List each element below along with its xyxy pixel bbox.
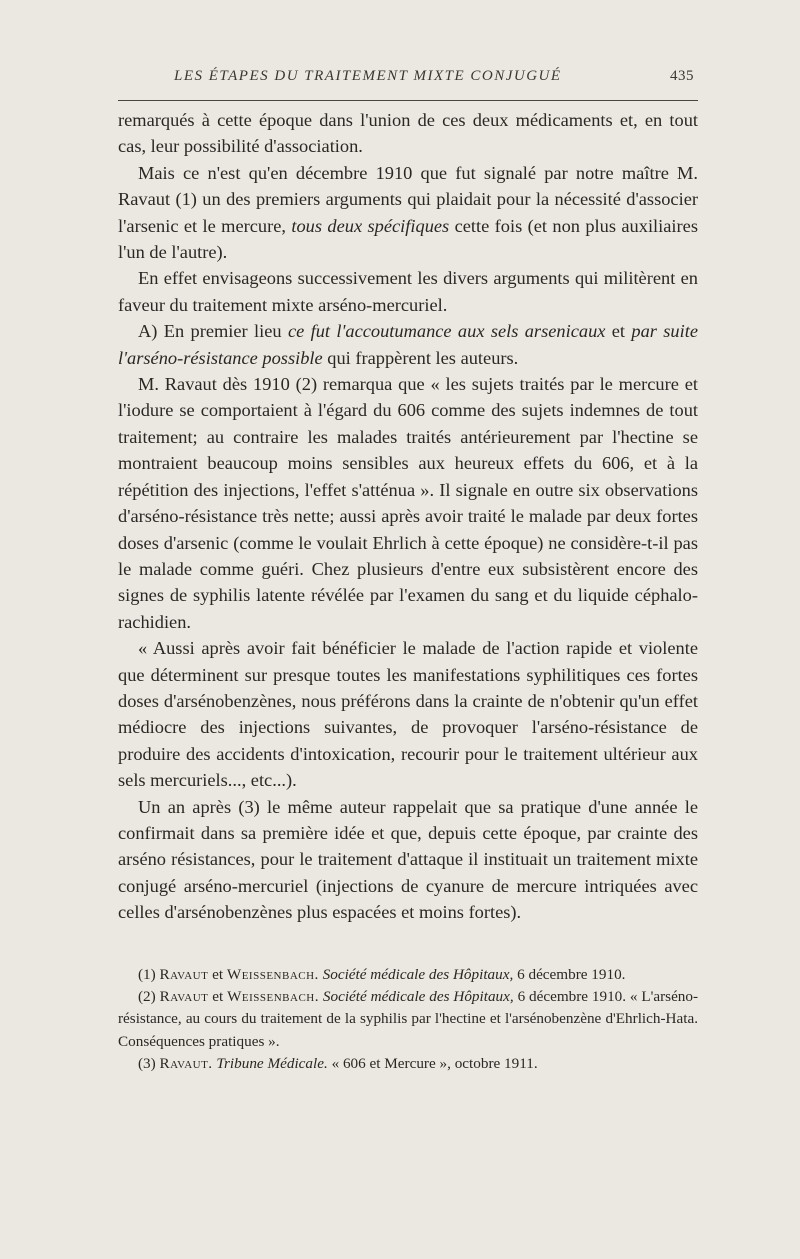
- paragraph-2-text-a: Mais ce n'est qu'en décembre 1910 que fut signalé par notre maître M. Ravaut (1) un des premiers arguments qui plaidait pour la nécessité d'associer l'arsenic et le mercure,: [118, 162, 698, 236]
- paragraph-2-emphasis: tous deux spécifiques: [291, 215, 450, 236]
- footnote-2-number: (2): [138, 988, 156, 1005]
- paragraph-4-text-b: et: [605, 321, 632, 342]
- footnote-3-journal: Tribune Médicale.: [216, 1055, 328, 1073]
- paragraph-1: remarqués à cette époque dans l'union de ces deux médicaments et, en tout cas, leur possibilité d'association.: [118, 110, 698, 157]
- paragraph-2: [118, 160, 698, 266]
- paragraph-3: En effet envisageons successivement les divers arguments qui militèrent en faveur du traitement mixte arséno-mercuriel.: [118, 268, 698, 315]
- footnote-3-number: (3): [138, 1055, 156, 1073]
- running-title: LES ÉTAPES DU TRAITEMENT MIXTE CONJUGUÉ: [174, 68, 562, 84]
- footnote-1-author-1: Ravaut: [159, 965, 209, 983]
- footnote-1: [118, 964, 698, 986]
- paragraph-4-emphasis-1: ce fut l'accoutumance aux sels arsenicaux: [287, 321, 606, 342]
- footnotes: [118, 964, 698, 1076]
- footnote-2-et: et: [212, 988, 224, 1005]
- footnote-1-number: (1): [138, 965, 156, 983]
- running-header: [118, 68, 698, 92]
- footnote-2-rest: 6 décembre 1910. « L'arséno-résistance, au cours du traitement de la syphilis par l'hectine et l'arsénobenzène d'Ehrlich-Hata. Conséquences pratiques ».: [118, 988, 699, 1050]
- footnote-1-journal: Société médicale des Hôpitaux,: [322, 965, 514, 983]
- page-number: 435: [670, 68, 694, 84]
- footnote-2-author-1: Ravaut: [159, 988, 209, 1005]
- book-page: [118, 68, 698, 1076]
- paragraph-4: [118, 318, 698, 371]
- paragraph-6: « Aussi après avoir fait bénéficier le malade de l'action rapide et violente que déterminent sur presque toutes les manifestations syphilitiques ces fortes doses d'arsénobenzènes, nous préférons dans la crainte de n'obtenir qu'un effet médiocre des injections suivantes, de provoquer l'arséno-résistance de produire des accidents d'intoxication, recourir pour le traitement ultérieur aux sels mercuriels..., etc...).: [118, 638, 698, 791]
- footnote-3-rest: « 606 et Mercure », octobre 1911.: [331, 1055, 538, 1073]
- footnote-2-author-2: Weissenbach.: [227, 988, 320, 1005]
- footnote-3-author: Ravaut.: [159, 1055, 213, 1073]
- footnote-2: [118, 986, 698, 1053]
- footnote-2-journal: Société médicale des Hôpitaux,: [322, 988, 514, 1005]
- footnote-1-author-2: Weissenbach.: [226, 965, 319, 983]
- footnote-3: [118, 1053, 698, 1075]
- paragraph-5: M. Ravaut dès 1910 (2) remarqua que « les sujets traités par le mercure et l'iodure se comportaient à l'égard du 606 comme des sujets indemnes de tout traitement; au contraire les malades traités antérieurement par l'hectine se montraient beaucoup moins sensibles aux heureux effets du 606, et à la répétition des injections, l'effet s'atténua ». Il signale en outre six observations d'arséno-résistance très nette; aussi après avoir traité le malade par deux fortes doses d'arsenic (comme le voulait Ehrlich à cette époque) ne considère-t-il pas le malade comme guéri. Chez plusieurs d'entre eux subsistèrent encore des signes de syphilis latente révélée par l'examen du sang et du liquide céphalo-rachidien.: [118, 374, 698, 632]
- footnote-1-date: 6 décembre 1910.: [517, 965, 626, 983]
- footnote-1-et: et: [212, 965, 224, 983]
- paragraph-4-emphasis-2: par suite l'arséno-résistance possible: [118, 321, 698, 368]
- paragraph-7: Un an après (3) le même auteur rappelait que sa pratique d'une année le confirmait dans sa première idée et que, depuis cette époque, par crainte des arséno résistances, pour le traitement d'attaque il instituait un traitement mixte conjugé arséno-mercuriel (injections de cyanure de mercure intriquées avec celles d'arsénobenzènes plus espacées et moins fortes).: [118, 796, 698, 923]
- main-text: [118, 107, 698, 926]
- paragraph-4-text-a: A) En premier lieu: [138, 321, 288, 342]
- paragraph-2-text-b: cette fois (et non plus auxiliaires l'un de l'autre).: [118, 215, 698, 263]
- paragraph-4-text-c: qui frappèrent les auteurs.: [322, 347, 519, 368]
- header-rule: [118, 100, 698, 101]
